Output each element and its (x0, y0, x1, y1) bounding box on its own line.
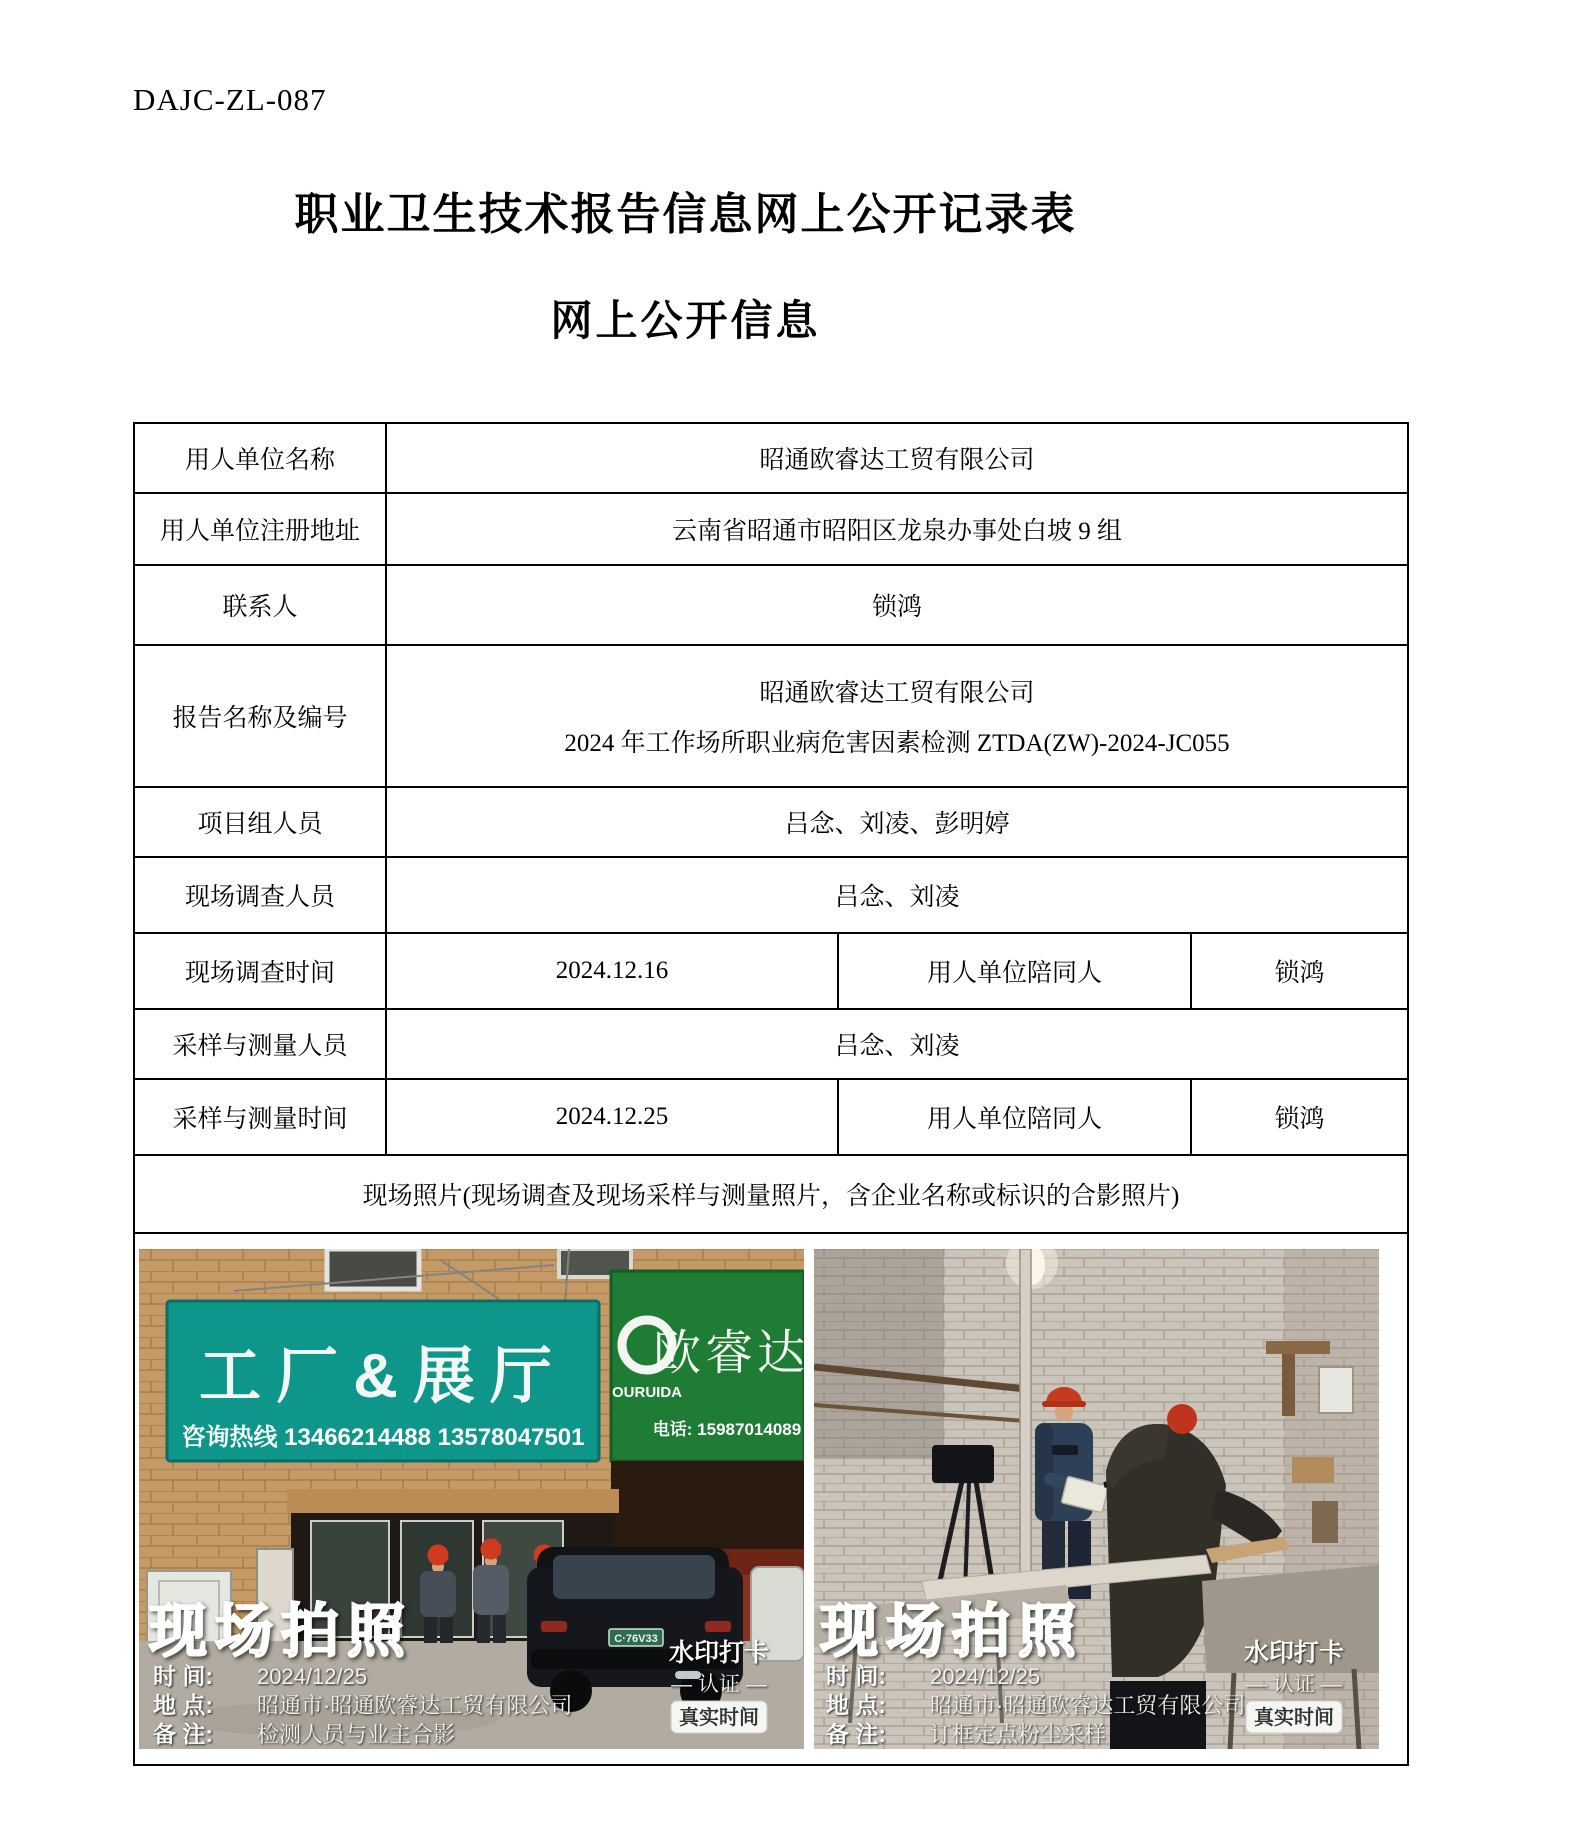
storefront-sign-ouruida (611, 1271, 804, 1461)
sampling-staff-label: 采样与测量人员 (134, 1009, 386, 1079)
sampling-companion-label: 用人单位陪同人 (838, 1079, 1191, 1155)
row-sampling-staff (134, 1009, 1408, 1079)
watermark-note-value: 检测人员与业主合影 (257, 1722, 456, 1747)
row-photos (134, 1233, 1408, 1765)
sampling-companion-value: 锁鸿 (1191, 1079, 1408, 1155)
row-project-team (134, 787, 1408, 857)
watermark-time-value: 2024/12/25 (930, 1664, 1041, 1689)
site-survey-staff-label: 现场调查人员 (134, 857, 386, 933)
watermark-title: 现场拍照 (820, 1599, 1085, 1664)
watermark-place-label: 地 点: (826, 1692, 887, 1718)
real-time-badge-text: 真实时间 (679, 1707, 759, 1729)
registered-address-label: 用人单位注册地址 (134, 493, 386, 565)
watermark-note-label: 备 注: (153, 1721, 214, 1747)
page-subtitle: 网上公开信息 (550, 297, 821, 344)
row-employer-name (134, 423, 1408, 493)
sampling-staff-value: 吕念、刘凌 (386, 1009, 1408, 1079)
storefront-sign-factory-showroom (167, 1301, 599, 1461)
watermark-stamp-line1: 水印打卡 (668, 1639, 770, 1667)
photos-cell (134, 1233, 1408, 1765)
sign1-hotline: 咨询热线 13466214488 13578047501 (181, 1424, 585, 1451)
report-name-line2: 2024 年工作场所职业病危害因素检测 ZTDA(ZW)-2024-JC055 (564, 730, 1230, 757)
watermark-note-label: 备 注: (826, 1721, 887, 1747)
watermark-stamp-line2: — 认证 — (1246, 1673, 1342, 1696)
watermark-note-value: 订框定点粉尘采样 (930, 1722, 1107, 1747)
photos-caption: 现场照片(现场调查及现场采样与测量照片，含企业名称或标识的合影照片) (134, 1155, 1408, 1233)
row-photos-caption (134, 1155, 1408, 1233)
watermark-place-value: 昭通市·昭通欧睿达工贸有限公司 (257, 1693, 573, 1718)
watermark-time-label: 时 间: (826, 1663, 887, 1689)
sign2-title: 欧睿达 (652, 1327, 804, 1380)
dark-bay (611, 1461, 804, 1549)
watermark-stamp-line1: 水印打卡 (1243, 1639, 1345, 1667)
site-photo-storefront (139, 1249, 804, 1749)
row-contact-person (134, 565, 1408, 645)
site-photo-workshop (814, 1249, 1379, 1749)
sampling-time-label: 采样与测量时间 (134, 1079, 386, 1155)
site-survey-time-label: 现场调查时间 (134, 933, 386, 1009)
page-title: 职业卫生技术报告信息网上公开记录表 (294, 190, 1077, 239)
project-team-value: 吕念、刘凌、彭明婷 (386, 787, 1408, 857)
employer-name-value: 昭通欧睿达工贸有限公司 (386, 423, 1408, 493)
sampling-time-value: 2024.12.25 (386, 1079, 838, 1155)
sign2-logo-text: OURUIDA (612, 1384, 682, 1401)
contact-person-value: 锁鸿 (386, 565, 1408, 645)
wall-shadow-left (814, 1249, 944, 1459)
row-site-survey-staff (134, 857, 1408, 933)
project-team-label: 项目组人员 (134, 787, 386, 857)
report-name-label: 报告名称及编号 (134, 645, 386, 787)
registered-address-value: 云南省昭通市昭阳区龙泉办事处白坡 9 组 (386, 493, 1408, 565)
sign2-phone: 电话: 15987014089 (652, 1420, 802, 1439)
row-site-survey-time (134, 933, 1408, 1009)
site-survey-time-value: 2024.12.16 (386, 933, 838, 1009)
employer-name-label: 用人单位名称 (134, 423, 386, 493)
real-time-badge-text: 真实时间 (1254, 1707, 1334, 1729)
photo-strip (139, 1249, 1403, 1749)
record-table (133, 422, 1409, 1766)
watermark-place-label: 地 点: (153, 1692, 214, 1718)
site-survey-companion-label: 用人单位陪同人 (838, 933, 1191, 1009)
document-code: DAJC-ZL-087 (133, 82, 327, 117)
row-report-name-number (134, 645, 1408, 787)
watermark-time-value: 2024/12/25 (257, 1664, 368, 1689)
entrance-lintel (287, 1489, 619, 1513)
row-sampling-time (134, 1079, 1408, 1155)
watermark-title: 现场拍照 (149, 1599, 414, 1664)
watermark-time-label: 时 间: (153, 1663, 214, 1689)
site-survey-companion-value: 锁鸿 (1191, 933, 1408, 1009)
watermark-stamp-line2: — 认证 — (671, 1673, 767, 1696)
license-plate-text: C·76V33 (614, 1633, 658, 1645)
site-survey-staff-value: 吕念、刘凌 (386, 857, 1408, 933)
contact-person-label: 联系人 (134, 565, 386, 645)
watermark-place-value: 昭通市·昭通欧睿达工贸有限公司 (930, 1693, 1246, 1718)
window-mullion (1020, 1249, 1031, 1579)
report-name-line1: 昭通欧睿达工贸有限公司 (759, 680, 1035, 707)
row-registered-address (134, 493, 1408, 565)
report-name-value (386, 645, 1408, 787)
sign1-title: 工厂&展厅 (199, 1342, 567, 1411)
worker-helmet (1167, 1404, 1197, 1434)
